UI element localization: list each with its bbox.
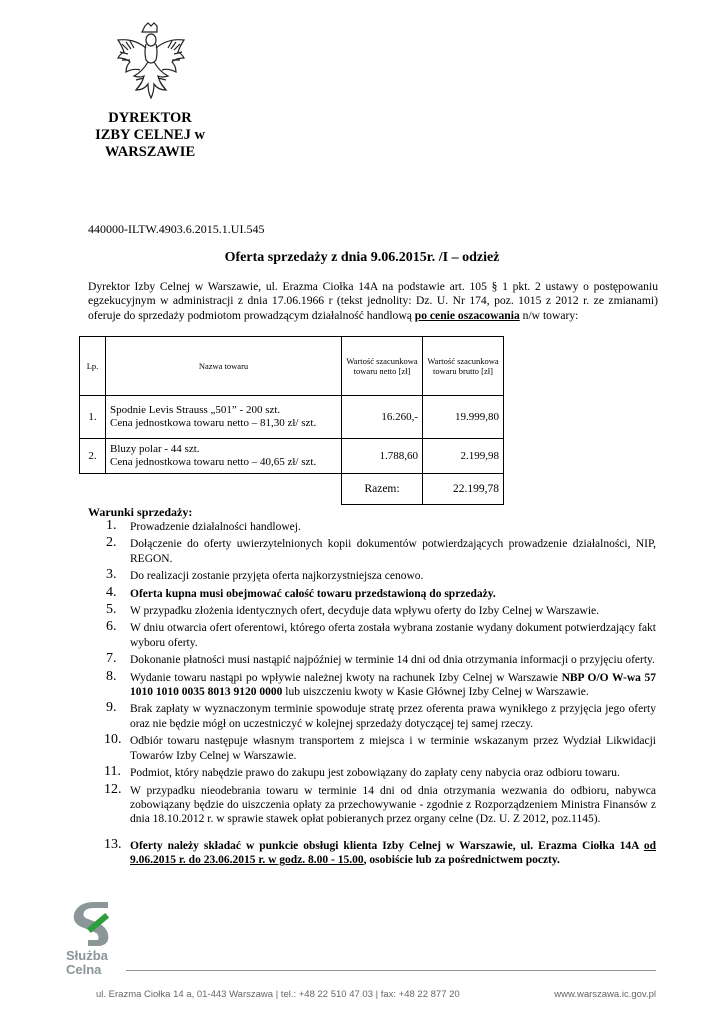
logo-text xyxy=(66,949,108,977)
condition-text: Brak zapłaty w wyznaczonym terminie spowoduje stratę przez oferenta prawa wynikłego z przyjęcia jego oferty oraz nie będzie mógł on uczestniczyć w kolejnej sprzedaży dotyczącej tej samej rzeczy. xyxy=(130,703,656,730)
condition-text: W przypadku nieodebrania towaru w terminie 14 dni od dnia otrzymania wezwania do odbioru, nabywca zobowiązany będzie do uiszczenia opłaty za przechowywanie - zgodnie z Rozporządzeniem Ministra Finansów z dnia 18.10.2012 r. w sprawie stawek opłat pobieranych przez organy celne (Dz. U. Z 2012, poz.1145). xyxy=(130,784,656,826)
table-total-row xyxy=(80,474,504,505)
header-net: Wartość szacunkowa towaru netto [zł] xyxy=(342,337,423,396)
condition-number: 12. xyxy=(104,781,122,797)
footer xyxy=(96,989,656,1000)
condition-text-end: lub uiszczeniu kwoty w Kasie Głównej Izby Celnej w Warszawie. xyxy=(282,686,589,699)
condition-number: 13. xyxy=(104,836,122,852)
header-lp: Lp. xyxy=(80,337,106,396)
condition-number: 6. xyxy=(106,619,117,635)
condition-text: Prowadzenie działalności handlowej. xyxy=(130,521,301,533)
total-label: Razem: xyxy=(342,474,423,505)
condition-text: Oferta kupna musi obejmować całość towaru przedstawioną do sprzedaży. xyxy=(130,587,496,600)
condition-text: Dołączenie do oferty uwierzytelnionych kopii dokumentów potwierdzających prowadzenie działalności, NIP, REGON. xyxy=(130,538,656,565)
condition-number: 10. xyxy=(104,732,122,748)
row-gross: 19.999,80 xyxy=(423,396,504,439)
polish-eagle-emblem xyxy=(112,22,190,104)
condition-item xyxy=(88,668,656,700)
condition-text: W przypadku złożenia identycznych ofert, decyduje data wpływu oferty do Izby Celnej w Warszawie. xyxy=(130,605,600,618)
condition-number: 5. xyxy=(106,602,117,618)
intro-emphasis: po cenie oszacowania xyxy=(414,308,520,322)
footer-address: ul. Erazma Ciołka 14 a, 01-443 Warszawa | tel.: +48 22 510 47 03 | fax: +48 22 877 20 xyxy=(96,989,460,1000)
logo-line1: Służba xyxy=(66,948,108,963)
table-header-row xyxy=(80,337,504,396)
bank-account-number: NBP O/O W-wa 57 1010 1010 0035 8013 9120 0000 xyxy=(130,671,656,699)
issuer-title-line2: IZBY CELNEJ w WARSZAWIE xyxy=(95,127,205,160)
footer-website[interactable]: www.warszawa.ic.gov.pl xyxy=(554,989,656,1000)
condition-text: Wydanie towaru nastąpi po wpływie należnej kwoty na rachunek Izby Celnej w Warszawie xyxy=(130,671,562,684)
condition-number: 7. xyxy=(106,651,117,667)
row-gross: 2.199,98 xyxy=(423,439,504,474)
intro-paragraph xyxy=(88,280,658,323)
row-unit-price: Cena jednostkowa towaru netto – 81,30 zł/ szt. xyxy=(110,417,317,429)
header-name: Nazwa towaru xyxy=(106,337,342,396)
condition-number: 2. xyxy=(106,535,117,551)
reference-number: 440000-ILTW.4903.6.2015.1.UI.545 xyxy=(88,222,265,236)
header-gross: Wartość szacunkowa towaru brutto [zł] xyxy=(423,337,504,396)
condition-text: Podmiot, który nabędzie prawo do zakupu jest zobowiązany do zapłaty ceny nabycia oraz odbioru towaru. xyxy=(130,767,620,780)
goods-table xyxy=(79,336,504,505)
row-net: 1.788,60 xyxy=(342,439,423,474)
condition-text: Odbiór towaru następuje własnym transportem z miejsca i w terminie wskazanym przez Wydział Likwidacji Towarów Izby Celnej w Warszawie. xyxy=(130,735,656,762)
condition-text: W dniu otwarcia ofert oferentowi, którego oferta została wybrana zostanie wydany dokument potwierdzający fakt wyboru oferty. xyxy=(130,622,656,649)
empty-cell xyxy=(106,474,342,505)
condition-text-end: , osobiście lub za pośrednictwem poczty. xyxy=(363,854,560,867)
row-name xyxy=(106,439,342,474)
row-lp: 1. xyxy=(80,396,106,439)
condition-number: 4. xyxy=(106,584,117,600)
condition-item xyxy=(88,781,656,827)
footer-divider xyxy=(126,970,656,971)
condition-item xyxy=(88,702,656,731)
row-item: Spodnie Levis Strauss „501” - 200 szt. xyxy=(110,404,281,416)
intro-text: Dyrektor Izby Celnej w Warszawie, ul. Erazma Ciołka 14A na podstawie art. 105 § 1 pkt. 2 ustawy o postępowaniu egzekucyjnym w administracji z dnia 17.06.1966 r (tekst jednolity: Dz. U. Nr 174, poz. 1015 z 2012 r. ze zmianami) oferuje do sprzedaży podmiotom prowadzącym działalność handlową xyxy=(88,280,658,322)
condition-item xyxy=(88,520,656,534)
condition-item xyxy=(88,734,656,763)
row-lp: 2. xyxy=(80,439,106,474)
conditions-list xyxy=(88,520,656,871)
condition-item xyxy=(88,604,656,618)
table-row xyxy=(80,396,504,439)
condition-number: 3. xyxy=(106,567,117,583)
condition-item xyxy=(88,836,656,868)
condition-item xyxy=(88,537,656,566)
condition-item xyxy=(88,766,656,780)
row-item: Bluzy polar - 44 szt. xyxy=(110,443,200,455)
condition-item xyxy=(88,584,656,601)
condition-text: Do realizacji zostanie przyjęta oferta najkorzystniejsza cenowo. xyxy=(130,570,424,583)
issuer-title-line1: DYREKTOR xyxy=(108,110,192,126)
condition-item xyxy=(88,653,656,667)
logo-line2: Celna xyxy=(66,962,102,977)
condition-text: Dokonanie płatności musi nastąpić najpóźniej w terminie 14 dni od dnia otrzymania informacji o przyjęciu oferty. xyxy=(130,654,655,667)
submission-period: od 9.06.2015 r. do 23.06.2015 r. w godz. 8.00 - 15.00 xyxy=(130,839,656,867)
condition-number: 8. xyxy=(106,668,117,684)
conditions-heading: Warunki sprzedaży: xyxy=(88,505,193,519)
table-row xyxy=(80,439,504,474)
condition-number: 11. xyxy=(104,764,121,780)
row-unit-price: Cena jednostkowa towaru netto – 40,65 zł/ szt. xyxy=(110,456,317,468)
empty-cell xyxy=(80,474,106,505)
total-value: 22.199,78 xyxy=(423,474,504,505)
row-name xyxy=(106,396,342,439)
condition-text: Oferty należy składać w punkcie obsługi klienta Izby Celnej w Warszawie, ul. Erazma Ciołka 14A xyxy=(130,839,644,852)
row-net: 16.260,- xyxy=(342,396,423,439)
document-title: Oferta sprzedaży z dnia 9.06.2015r. /I – odzież xyxy=(224,250,500,265)
intro-text-end: n/w towary: xyxy=(519,308,579,322)
condition-number: 1. xyxy=(106,518,117,533)
condition-item xyxy=(88,569,656,583)
condition-item xyxy=(88,621,656,650)
condition-number: 9. xyxy=(106,700,117,716)
